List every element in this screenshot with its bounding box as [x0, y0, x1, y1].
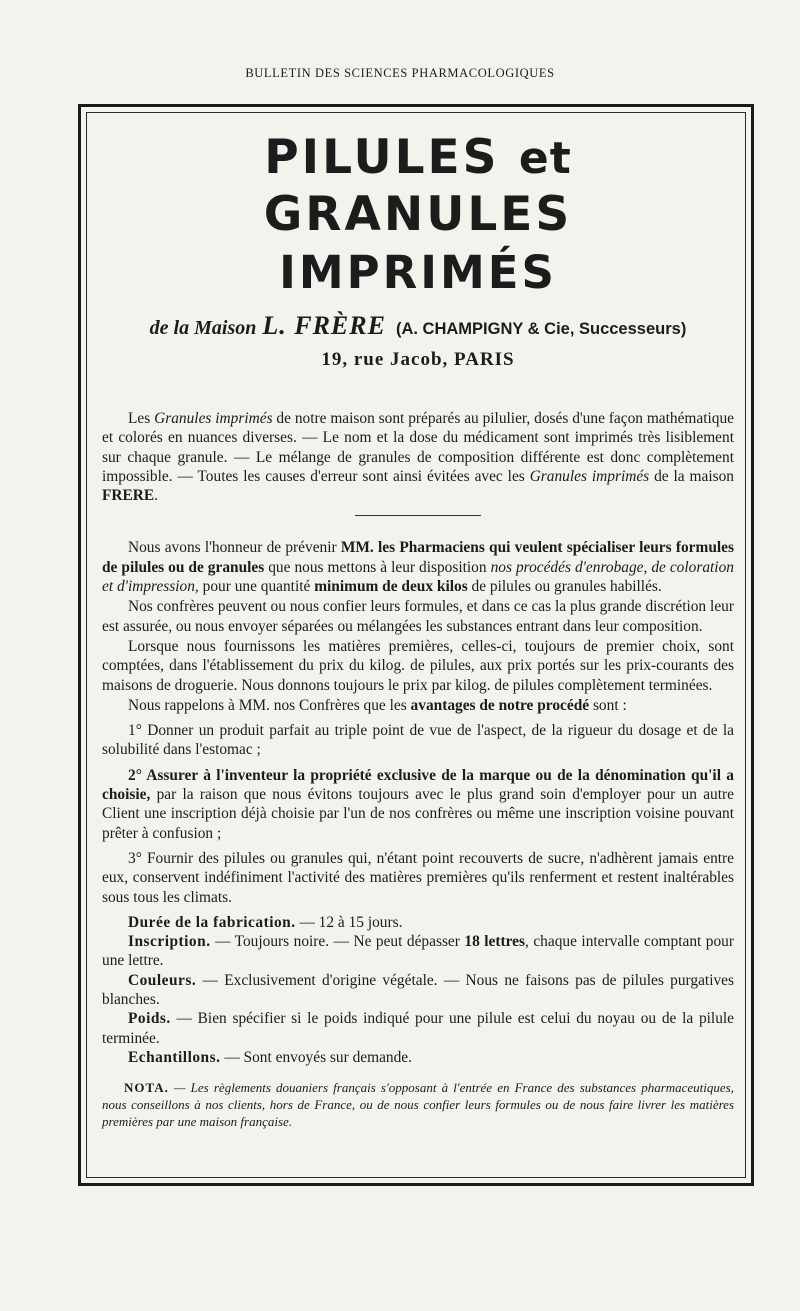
address: 19, rue Jacob, PARIS: [321, 349, 515, 370]
p2-text-a: Nous avons l'honneur de prévenir: [128, 539, 341, 557]
p2-text-g: de pilules ou granules habillés.: [467, 578, 662, 596]
item2-bold: 2° Assurer à l'inventeur la propriété exclusive de la marque ou de la dénomination qu'il a choisie,: [102, 766, 734, 804]
advertisement-content: [102, 120, 734, 1143]
paragraph-matieres: Lorsque nous fournissons les matières premières, celles-ci, toujours de premier choix, sont comptées, dans l'établissement du prix du kilog. de pilules, aux prix portés sur les prix-courants des maisons de droguerie. Nous donnons toujours le prix par kilog. de pilules complètement terminées.: [102, 637, 734, 694]
p1-text-e: de la maison: [649, 467, 734, 485]
inscription-text-c: , chaque intervalle comptant pour une lettre.: [102, 933, 735, 970]
p5-text-c: sont :: [589, 696, 627, 714]
p5-bold-b: avantages de notre procédé: [410, 696, 590, 714]
running-head: BULLETIN DES SCIENCES PHARMACOLOGIQUES: [245, 66, 555, 80]
paragraph-avantages: [102, 696, 734, 715]
p2-italic-d: nos procédés d'enrobage, de coloration et d'impression,: [102, 558, 734, 596]
title-granules: GRANULES: [263, 187, 573, 242]
separator-rule: [355, 515, 481, 516]
couleurs-line: [102, 971, 734, 1010]
duree-text: — 12 à 15 jours.: [295, 913, 403, 931]
nota-paragraph: [102, 1079, 734, 1130]
nota-label: NOTA.: [124, 1080, 169, 1096]
p2-bold-f: minimum de deux kilos: [314, 578, 468, 596]
p2-bold-b: MM. les Pharmaciens qui veulent spécialiser leurs formules de pilules ou de granules: [102, 539, 734, 576]
p1-frere: FRERE: [102, 487, 155, 505]
inscription-text-a: — Toujours noire. — Ne peut dépasser: [210, 933, 465, 951]
p1-italic-b: Granules imprimés: [154, 410, 273, 427]
p1-text-g: .: [154, 487, 159, 505]
poids-label: Poids.: [128, 1010, 171, 1028]
intro-paragraph: [102, 409, 734, 505]
nota-text: — Les règlements douaniers français s'opposant à l'entrée en France des substances pharmaceutiques, nous conseillons à nos clients, hors de France, ou de nous confier leurs formules ou de nous faire livrer les matières premières par une maison française.: [102, 1080, 734, 1130]
couleurs-text: — Exclusivement d'origine végétale. — Nous ne faisons pas de pilules purgatives blanches.: [102, 971, 734, 1009]
p1-text-c: de notre maison sont préparés au pilulier, dosés d'une façon mathématique et colorés en nuances diverses. — Le nom et la dose du médicament sont imprimés très lisiblement sur chaque granule. — Le mélange de granules de composition différente est donc complètement impossible. — Toutes les causes d'erreur sont ainsi évitées avec les: [102, 410, 735, 485]
advantage-item-1: 1° Donner un produit parfait au triple point de vue de l'aspect, de la rigueur du dosage et de la solubilité dans l'estomac ;: [102, 722, 734, 759]
echantillons-text: — Sont envoyés sur demande.: [220, 1048, 412, 1066]
p1-text-a: Les: [128, 410, 155, 427]
title-et: et: [518, 133, 572, 184]
inscription-label: Inscription.: [128, 933, 211, 951]
paragraph-pharmaciens: [102, 538, 734, 596]
duree-line: [102, 913, 734, 932]
advantage-item-2: [102, 766, 734, 843]
title-line-1: [102, 130, 734, 243]
poids-text: — Bien spécifier si le poids indiqué pour une pilule est celui du noyau ou de la pilule terminée.: [102, 1010, 734, 1047]
poids-line: [102, 1009, 734, 1048]
maison-name: L. FRÈRE: [262, 311, 386, 340]
echantillons-label: Echantillons.: [128, 1048, 221, 1066]
p5-text-a: Nous rappelons à MM. nos Confrères que les: [128, 696, 411, 714]
maison-line: [102, 311, 734, 341]
inscription-line: [102, 932, 734, 971]
echantillons-line: [102, 1048, 734, 1067]
item2-text: par la raison que nous évitons toujours avec le plus grand soin d'employer pour un autre Client une inscription déjà choisie par l'un de nos confrères ou même une inscription voisine pouvant prêter à confusion ;: [102, 786, 734, 842]
p1-italic-d: Granules imprimés: [529, 467, 650, 485]
paragraph-confreres: Nos confrères peuvent ou nous confier leurs formules, et dans ce cas la plus grande discrétion leur est assurée, ou nous envoyer séparées ou mélangées les substances entrant dans leur composition.: [102, 598, 734, 635]
de-la-maison: de la Maison: [149, 317, 257, 339]
advantage-item-3: 3° Fournir des pilules ou granules qui, n'étant point recouverts de sucre, n'adhèrent jamais entre eux, conservent indéfiniment l'activité des matières premières qu'ils renferment et restent inaltérables sous tous les climats.: [102, 849, 734, 906]
successeurs: (A. CHAMPIGNY & Cie, Successeurs): [395, 320, 687, 338]
duree-label: Durée de la fabrication.: [128, 913, 296, 931]
p2-text-c: que nous mettons à leur disposition: [264, 558, 491, 576]
inscription-bold-b: 18 lettres: [464, 933, 526, 951]
p2-text-e: pour une quantité: [198, 578, 315, 596]
title-imprimes: IMPRIMÉS: [279, 246, 557, 299]
couleurs-label: Couleurs.: [128, 971, 197, 989]
title-pilules: PILULES: [264, 130, 500, 185]
